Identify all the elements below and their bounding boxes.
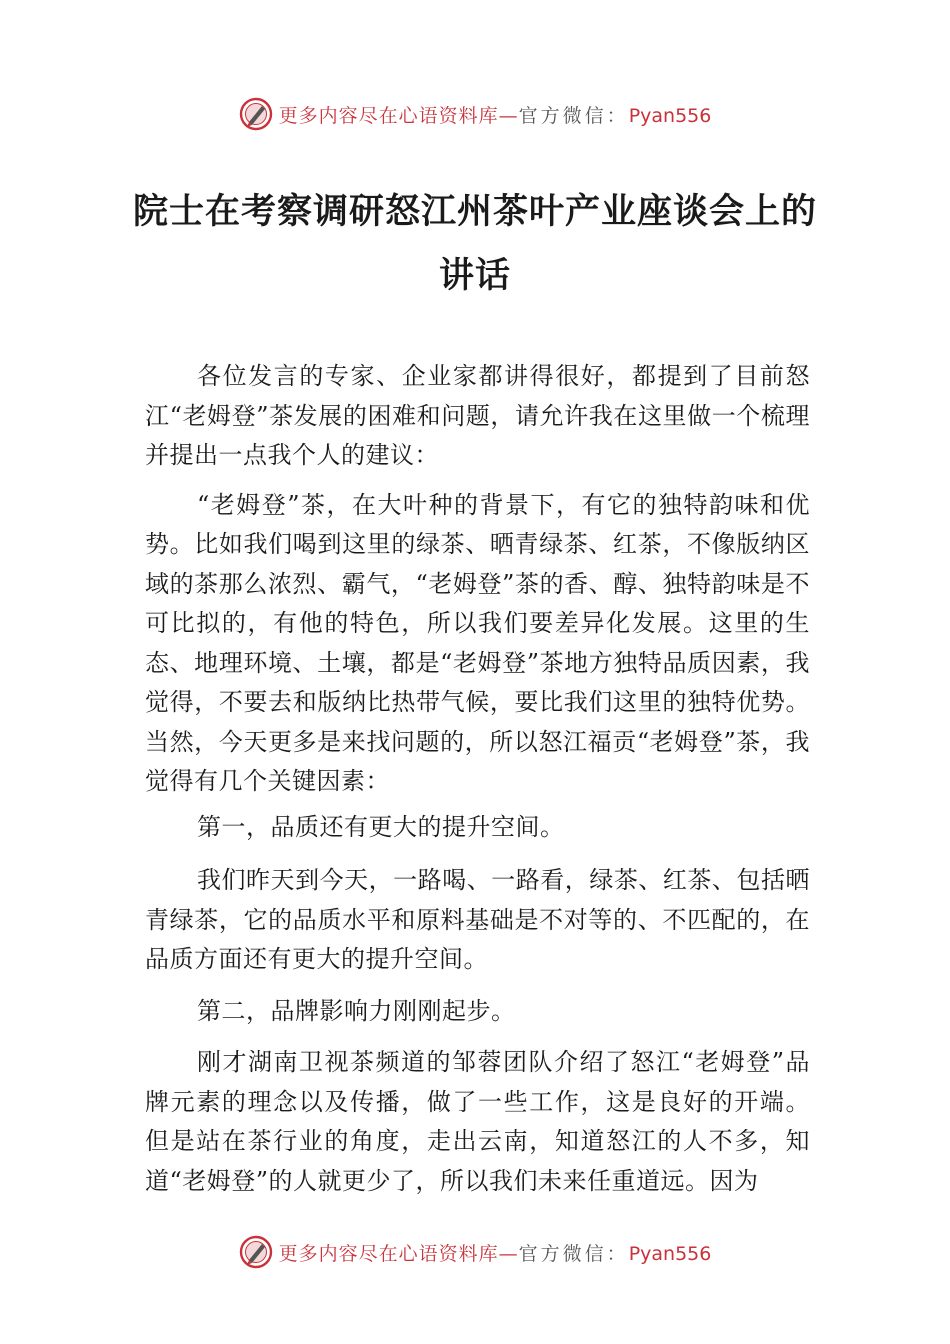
paragraph: 各位发言的专家、企业家都讲得很好，都提到了目前怒江“老姆登”茶发展的困难和问题，请允许我在这里做一个梳理并提出一点我个人的建议： xyxy=(145,362,810,469)
pen-logo-icon xyxy=(239,1235,273,1269)
watermark-text: 更多内容尽在心语资料库—官方微信：Pyan556 xyxy=(278,104,712,127)
paragraph: 第二，品牌影响力刚刚起步。 xyxy=(197,996,516,1025)
document-body xyxy=(145,357,810,1211)
paragraph: “老姆登”茶，在大叶种的背景下，有它的独特韵味和优势。比如我们喝到这里的绿茶、晒青绿茶、红茶，不像版纳区域的茶那么浓烈、霸气，“老姆登”茶的香、醇、独特韵味是不可比拟的，有他的特色，所以我们要差异化发展。这里的生态、地理环境、土壤，都是“老姆登”茶地方独特品质因素，我觉得，不要去和版纳比热带气候，要比我们这里的独特优势。当然，今天更多是来找问题的，所以怒江福贡“老姆登”茶，我觉得有几个关键因素： xyxy=(145,490,810,795)
watermark-text: 更多内容尽在心语资料库—官方微信：Pyan556 xyxy=(278,1242,712,1265)
document-title: 院士在考察调研怒江州茶叶产业座谈会上的讲话 xyxy=(132,191,817,296)
paragraph: 刚才湖南卫视茶频道的邹蓉团队介绍了怒江“老姆登”品牌元素的理念以及传播，做了一些工作，这是良好的开端。 但是站在茶行业的角度，走出云南，知道怒江的人不多，知道“老姆登”的人就更少了，所以我们未来任重道远。因为 xyxy=(145,1048,810,1195)
pen-logo-icon xyxy=(239,97,273,131)
header-watermark xyxy=(0,94,950,134)
paragraph: 第一，品质还有更大的提升空间。 xyxy=(197,812,565,841)
footer-watermark xyxy=(0,1232,950,1272)
paragraph: 我们昨天到今天，一路喝、一路看，绿茶、红茶、包括晒青绿茶，它的品质水平和原料基础是不对等的、不匹配的，在品质方面还有更大的提升空间。 xyxy=(145,866,810,973)
